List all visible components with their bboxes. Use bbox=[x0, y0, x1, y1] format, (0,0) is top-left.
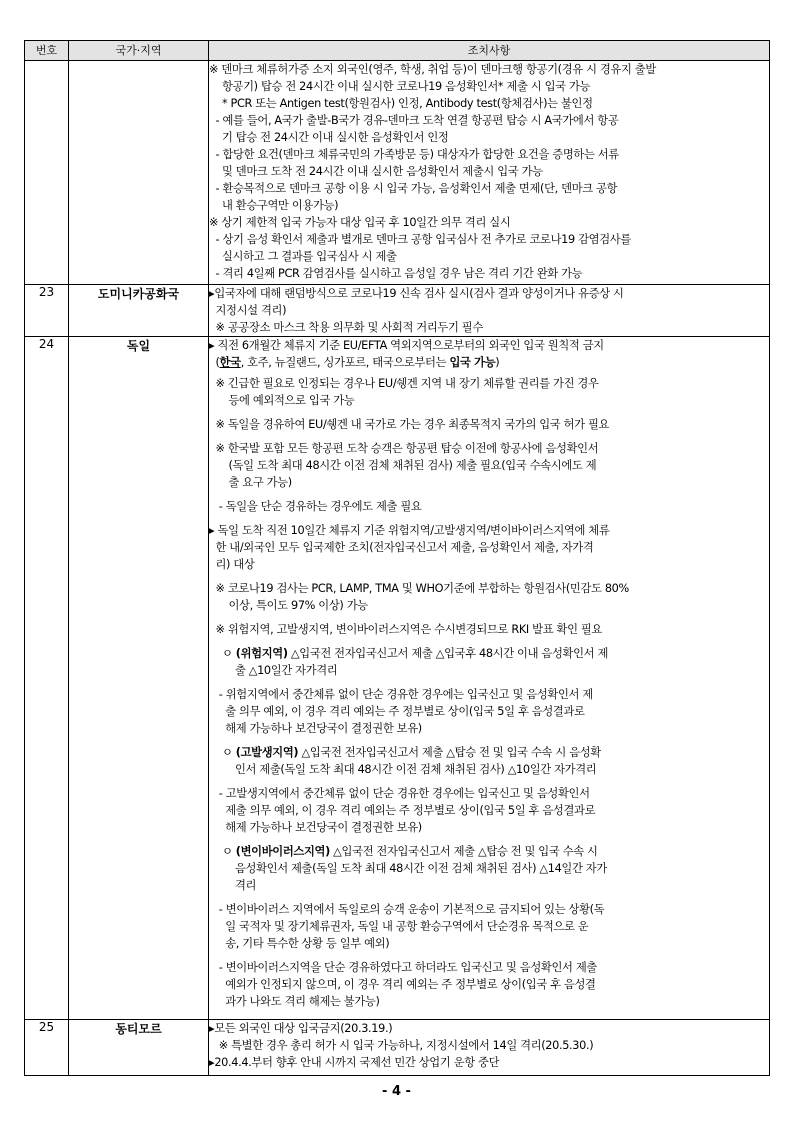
timor-line-2: ※ 특별한 경우 총리 허가 시 입국 가능하나, 지정시설에서 14일 격리(20.5.30.) bbox=[209, 1039, 594, 1052]
dominican-measures bbox=[209, 285, 769, 336]
high-area-line-1: ㅇ (고발생지역) △입국전 전자입국신고서 제출 △탑승 전 및 입국 수속 시 음성확 bbox=[209, 746, 601, 759]
risk-area-line-1: ㅇ (위험지역) △입국전 전자입국신고서 제출 △입국후 48시간 이내 음성확인서 제 bbox=[209, 647, 609, 660]
denmark-line-7: 및 덴마크 도착 전 24시간 이내 실시한 음성확인서 제출시 입국 가능 bbox=[209, 165, 543, 178]
risk-area-line-2: 출 △10일간 자가격리 bbox=[209, 664, 338, 677]
risk-area-title: (위험지역) bbox=[235, 647, 288, 660]
variant-sub1-line-1: - 변이바이러스 지역에서 독일로의 승객 운송이 기본적으로 금지되어 있는 상황(독 bbox=[209, 903, 605, 916]
risk-sub-line-2: 출 의무 예외, 이 경우 격리 예외는 주 정부별로 상이(입국 5일 후 음성결과로 bbox=[209, 705, 585, 718]
note-flight-line-1: ※ 한국발 포함 모든 항공편 도착 승객은 항공편 탑승 이전에 항공사에 음성확인서 bbox=[209, 442, 599, 455]
note-transit-submit: - 독일을 단순 경유하는 경우에도 제출 필요 bbox=[209, 500, 422, 513]
test-note-line-1: ※ 코로나19 검사는 PCR, LAMP, TMA 및 WHO기준에 부합하는 항원검사(민감도 80% bbox=[209, 582, 629, 595]
table-row-germany bbox=[25, 337, 770, 1020]
row-measures-cell bbox=[209, 285, 770, 337]
denmark-line-13: - 격리 4일째 PCR 감염검사를 실시하고 음성일 경우 남은 격리 기간 완화 가능 bbox=[209, 267, 583, 280]
page-number: - 4 - bbox=[382, 1084, 411, 1099]
variant-sub2-line-1: - 변이바이러스지역을 단순 경유하였다고 하더라도 입국신고 및 음성확인서 제출 bbox=[209, 961, 597, 974]
table-header-row bbox=[25, 41, 770, 61]
row-measures-cell bbox=[209, 61, 770, 285]
table-row-dominican bbox=[25, 285, 770, 337]
row-number: 23 bbox=[25, 285, 69, 337]
variant-sub1-line-2: 일 국적자 및 장기체류권자, 독일 내 공항 환승구역에서 단순경유 목적으로 운 bbox=[209, 920, 589, 933]
timor-measures bbox=[209, 1020, 769, 1071]
rki-note: ※ 위험지역, 고발생지역, 변이바이러스지역은 수시변경되므로 RKI 발표 확인 필요 bbox=[209, 623, 602, 636]
variant-area-line-2: 음성확인서 제출(독일 도착 최대 48시간 이전 검체 채취된 검사) △14일간 자가 bbox=[209, 862, 607, 875]
high-sub-line-2: 제출 의무 예외, 이 경우 격리 예외는 주 정부별로 상이(입국 5일 후 음성결과로 bbox=[209, 804, 596, 817]
table-row-denmark bbox=[25, 61, 770, 285]
note-flight-line-3: 출 요구 가능) bbox=[209, 476, 292, 489]
restriction-line-1: ▸ 독일 도착 직전 10일간 체류지 기준 위험지역/고발생지역/변이바이러스지역에 체류 bbox=[209, 524, 610, 537]
high-sub-line-1: - 고발생지역에서 중간체류 없이 단순 경유한 경우에는 입국신고 및 음성확인서 bbox=[209, 787, 590, 800]
header-measures: 조치사항 bbox=[209, 41, 770, 61]
timor-line-1: ▸모든 외국인 대상 입국금지(20.3.19.) bbox=[209, 1022, 393, 1035]
dominican-line-1: ▸입국자에 대해 랜덤방식으로 코로나19 신속 검사 실시(검사 결과 양성이거나 유증상 시 bbox=[209, 287, 624, 300]
dominican-line-2: 지정시설 격리) bbox=[209, 304, 287, 317]
denmark-line-1: ※ 덴마크 체류허가증 소지 외국인(영주, 학생, 취업 등)이 덴마크행 항공기(경유 시 경유지 출발 bbox=[209, 63, 656, 76]
country-name: 도미니카공화국 bbox=[69, 285, 209, 337]
measures-table bbox=[24, 40, 770, 1076]
test-note-line-2: 이상, 특이도 97% 이상) 가능 bbox=[209, 599, 368, 612]
dominican-line-3: ※ 공공장소 마스크 착용 의무화 및 사회적 거리두기 필수 bbox=[209, 321, 483, 334]
variant-area-line-1: ㅇ (변이바이러스지역) △입국전 전자입국신고서 제출 △탑승 전 및 입국 수속 시 bbox=[209, 845, 598, 858]
variant-area-line-3: 격리 bbox=[209, 879, 257, 892]
row-measures-cell bbox=[209, 1020, 770, 1076]
denmark-line-2: 항공기) 탑승 전 24시간 이내 실시한 코로나19 음성확인서* 제출 시 입국 가능 bbox=[209, 80, 591, 93]
high-sub-line-3: 해제 가능하나 보건당국이 결정권한 보유) bbox=[209, 821, 422, 834]
denmark-line-10: ※ 상기 제한적 입국 가능자 대상 입국 후 10일간 의무 격리 실시 bbox=[209, 216, 511, 229]
row-number: 25 bbox=[25, 1020, 69, 1076]
entry-ban-line: ▸ 직전 6개월간 체류지 기준 EU/EFTA 역외지역으로부터의 외국인 입국 원칙적 금지 bbox=[209, 339, 604, 352]
note-transit: ※ 독일을 경유하여 EU/쉥겐 내 국가로 가는 경우 최종목적지 국가의 입국 허가 필요 bbox=[209, 418, 610, 431]
denmark-line-9: 내 환승구역만 이용가능) bbox=[209, 199, 339, 212]
risk-sub-line-3: 해제 가능하나 보건당국이 결정권한 보유) bbox=[209, 722, 422, 735]
denmark-line-5: 기 탑승 전 24시간 이내 실시한 음성확인서 인정 bbox=[209, 131, 449, 144]
high-area-line-2: 인서 제출(독일 도착 최대 48시간 이전 검체 채취된 검사) △10일간 자가격리 bbox=[209, 763, 597, 776]
high-area-title: (고발생지역) bbox=[235, 746, 299, 759]
variant-area-title: (변이바이러스지역) bbox=[235, 845, 330, 858]
variant-sub2-line-2: 예외가 인정되지 않으며, 이 경우 격리 예외는 주 정부별로 상이(입국 후 음성결 bbox=[209, 978, 596, 991]
restriction-line-2: 한 내/외국인 모두 입국제한 조치(전자입국신고서 제출, 음성확인서 제출, 자가격 bbox=[209, 541, 594, 554]
variant-sub2-line-3: 과가 나와도 격리 해제는 불가능) bbox=[209, 995, 380, 1008]
row-number-cell bbox=[25, 61, 69, 285]
denmark-line-3: * PCR 또는 Antigen test(항원검사) 인정, Antibody test(항체검사)는 불인정 bbox=[209, 97, 593, 110]
row-number: 24 bbox=[25, 337, 69, 1020]
header-country: 국가·지역 bbox=[69, 41, 209, 61]
risk-sub-line-1: - 위험지역에서 중간체류 없이 단순 경유한 경우에는 입국신고 및 음성확인서 제 bbox=[209, 688, 593, 701]
row-country-cell bbox=[69, 61, 209, 285]
korea-highlight: 한국 bbox=[219, 356, 241, 369]
denmark-measures bbox=[209, 61, 769, 282]
table-row-timor bbox=[25, 1020, 770, 1076]
exception-countries-line: (한국, 호주, 뉴질랜드, 싱가포르, 태국으로부터는 입국 가능) bbox=[209, 356, 500, 369]
denmark-line-12: 실시하고 그 결과를 입국심사 시 제출 bbox=[209, 250, 397, 263]
note-flight-line-2: (독일 도착 최대 48시간 이전 검체 채취된 검사) 제출 필요(입국 수속시에도 제 bbox=[209, 459, 597, 472]
country-name: 동티모르 bbox=[69, 1020, 209, 1076]
entry-allowed-highlight: 입국 가능 bbox=[449, 356, 496, 369]
header-number: 번호 bbox=[25, 41, 69, 61]
variant-sub1-line-3: 송, 기타 특수한 상황 등 일부 예외) bbox=[209, 937, 390, 950]
denmark-line-8: - 환승목적으로 덴마크 공항 이용 시 입국 가능, 음성확인서 제출 면제(단, 덴마크 공항 bbox=[209, 182, 618, 195]
denmark-line-6: - 합당한 요건(덴마크 체류국민의 가족방문 등) 대상자가 합당한 요건을 증명하는 서류 bbox=[209, 148, 619, 161]
restriction-line-3: 리) 대상 bbox=[209, 558, 255, 571]
timor-line-3: ▸20.4.4.부터 향후 안내 시까지 국제선 민간 상업기 운항 중단 bbox=[209, 1056, 500, 1069]
denmark-line-4: - 예를 들어, A국가 출발-B국가 경유-덴마크 도착 연결 항공편 탑승 시 A국가에서 항공 bbox=[209, 114, 619, 127]
denmark-line-11: - 상기 음성 확인서 제출과 별개로 덴마크 공항 입국심사 전 추가로 코로나19 감염검사를 bbox=[209, 233, 631, 246]
country-name: 독일 bbox=[69, 337, 209, 1020]
note-urgent-line-1: ※ 긴급한 필요로 인정되는 경우나 EU/쉥겐 지역 내 장기 체류할 권리를 가진 경우 bbox=[209, 377, 599, 390]
note-urgent-line-2: 등에 예외적으로 입국 가능 bbox=[209, 394, 355, 407]
row-measures-cell bbox=[209, 337, 770, 1020]
